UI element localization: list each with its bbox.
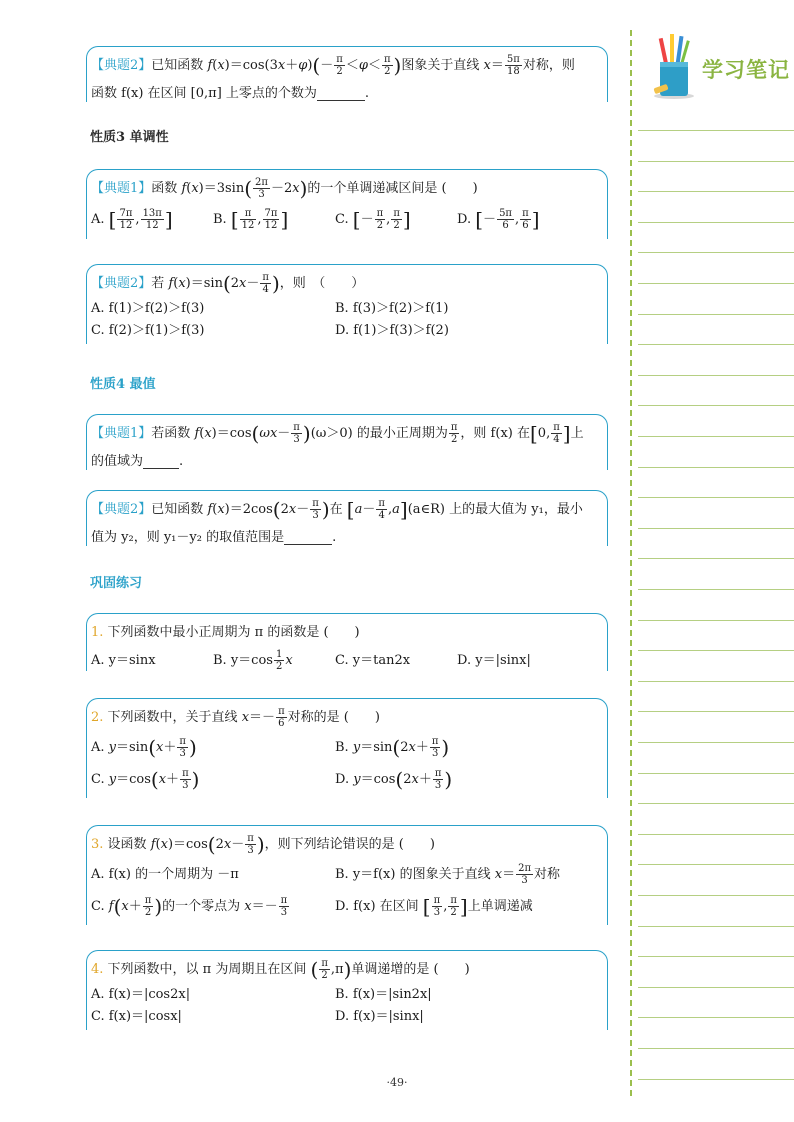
note-rule-line bbox=[638, 711, 794, 712]
notes-title: 学习笔记 bbox=[702, 58, 790, 82]
note-rule-line bbox=[638, 528, 794, 529]
note-rule-line bbox=[638, 344, 794, 345]
exercise-box: 4. 下列函数中，以 π 为周期且在区间 ( $\frac{\pi}{2}$ ,π)单调递增的是 ( ) A. f(x)＝|cos2x| B. f(x)＝|sin2x| C. f(x)＝|cosx| D. f(x)＝|sinx| bbox=[86, 950, 608, 1030]
note-rule-line bbox=[638, 773, 794, 774]
notes-sidebar bbox=[630, 24, 794, 1096]
note-rule-line bbox=[638, 161, 794, 162]
note-rule-line bbox=[638, 558, 794, 559]
section-heading: 性质3 单调性 bbox=[90, 130, 169, 145]
note-rule-line bbox=[638, 742, 794, 743]
example-box: 【典题1】函数 f(x)＝3sin( $\frac{2\pi}{3}$ －2x)的一个单调递减区间是 ( ) A. [ $\frac{7\pi}{12}$ , $\frac{13\pi}{12}$ ] B. [ $\frac{\pi}{12}$ , $\frac{7\pi}{12}$ ] C. [－ $\frac{\pi}{2}$ , $\frac{\pi}{2}$ ] D. [－ $\frac{5\pi}{6}$ , $\frac{\pi}{6}$ ] bbox=[86, 169, 608, 239]
example-box: 【典题2】已知函数 f(x)＝2cos(2x－ $\frac{\pi}{3}$ )在 [a－ $\frac{\pi}{4}$ ,a](a∈R) 上的最大值为 y₁，最小 值为 y₂，则 y₁－y₂ 的取值范围是 . bbox=[86, 490, 608, 546]
note-rule-line bbox=[638, 222, 794, 223]
exercise-box: 2. 下列函数中，关于直线 x＝－ $\frac{\pi}{6}$ 对称的是 ( ) A. y＝sin(x＋ $\frac{\pi}{3}$ ) B. y＝sin(2x＋ $\frac{\pi}{3}$ ) C. y＝cos(x＋ $\frac{\pi}{3}$ ) D. y＝cos(2x＋ $\frac{\pi}{3}$ ) bbox=[86, 698, 608, 798]
note-rule-line bbox=[638, 926, 794, 927]
note-rule-line bbox=[638, 283, 794, 284]
note-rule-line bbox=[638, 987, 794, 988]
example-tag: 【典题2】 bbox=[91, 58, 152, 73]
pen-holder-icon bbox=[652, 34, 700, 100]
note-rule-line bbox=[638, 895, 794, 896]
answer-blank bbox=[143, 454, 179, 469]
note-rule-line bbox=[638, 375, 794, 376]
example-box: 【典题2】若 f(x)＝sin(2x－ $\frac{\pi}{4}$ )，则 （ ） A. f(1)＞f(2)＞f(3) B. f(3)＞f(2)＞f(1) C. f(2)＞f(1)＞f(3) D. f(1)＞f(3)＞f(2) bbox=[86, 264, 608, 344]
note-rule-line bbox=[638, 191, 794, 192]
exercise-box: 3. 设函数 f(x)＝cos(2x－ $\frac{\pi}{3}$ )，则下列结论错误的是 ( ) A. f(x) 的一个周期为 －π B. y＝f(x) 的图象关于直线 x＝ $\frac{2\pi}{3}$ 对称 C. f(x＋ $\frac{\pi}{2}$ )的一个零点为 x＝－ $\frac{\pi}{3}$ D. f(x) 在区间 [ $\frac{\pi}{3}$ , $\frac{\pi}{2}$ ]上单调递减 bbox=[86, 825, 608, 925]
exercise-box: 1. 下列函数中最小正周期为 π 的函数是 ( ) A. y＝sinx B. y＝cos $\frac{1}{2}$ x C. y＝tan2x D. y＝|sinx| bbox=[86, 613, 608, 671]
note-rule-line bbox=[638, 620, 794, 621]
note-rule-line bbox=[638, 834, 794, 835]
section-heading: 性质4 最值 bbox=[90, 377, 156, 392]
note-rule-line bbox=[638, 467, 794, 468]
dashed-divider bbox=[630, 30, 632, 1096]
note-rule-line bbox=[638, 252, 794, 253]
answer-blank bbox=[284, 530, 332, 545]
note-rule-line bbox=[638, 497, 794, 498]
example-box: 【典题1】若函数 f(x)＝cos(ωx－ $\frac{\pi}{3}$ )(ω＞0) 的最小正周期为 $\frac{\pi}{2}$ ，则 f(x) 在[0, $\frac{\pi}{4}$ ]上 的值域为 . bbox=[86, 414, 608, 470]
note-rule-line bbox=[638, 803, 794, 804]
note-rule-line bbox=[638, 589, 794, 590]
note-rule-line bbox=[638, 1048, 794, 1049]
answer-blank bbox=[317, 86, 365, 101]
example-box: 【典题2】已知函数 f(x)＝cos(3x＋φ)(－ $\frac{\pi}{2}$ ＜φ＜ $\frac{\pi}{2}$ )图象关于直线 x＝ $\frac{5\pi}{18}$ 对称，则 函数 f(x) 在区间 [0,π] 上零点的个数为 . bbox=[86, 46, 608, 102]
note-rule-line bbox=[638, 681, 794, 682]
note-rule-line bbox=[638, 650, 794, 651]
section-heading: 巩固练习 bbox=[90, 576, 143, 591]
note-rule-line bbox=[638, 956, 794, 957]
page-number: ·49· bbox=[386, 1076, 408, 1089]
note-rule-line bbox=[638, 864, 794, 865]
note-rule-line bbox=[638, 1017, 794, 1018]
note-rule-line bbox=[638, 436, 794, 437]
note-rule-line bbox=[638, 314, 794, 315]
note-rule-line bbox=[638, 130, 794, 131]
note-rule-line bbox=[638, 405, 794, 406]
